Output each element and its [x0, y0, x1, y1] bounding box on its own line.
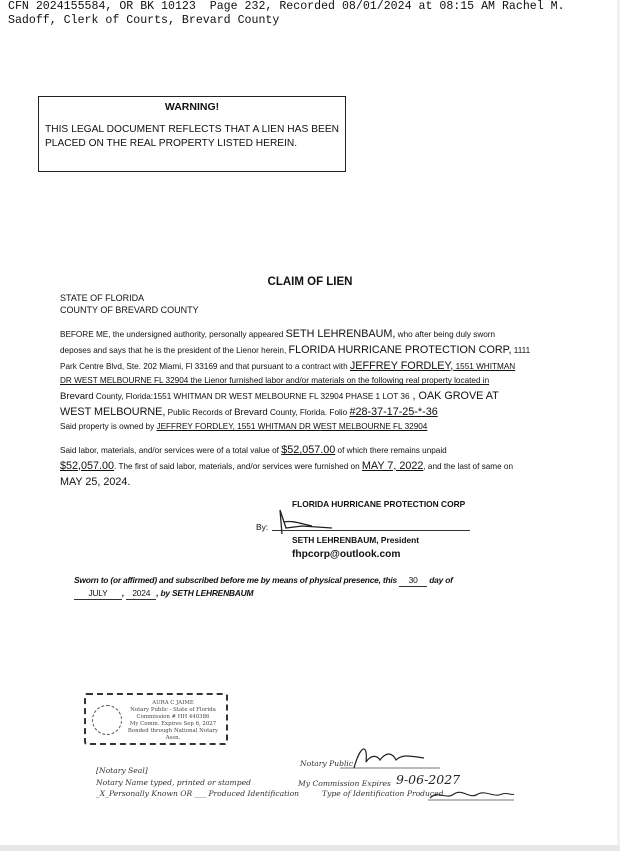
stamp-line: My Comm. Expires Sep 6, 2027: [129, 721, 217, 727]
notary-stamp-text: [120, 700, 226, 742]
id-type-handwritten: [428, 786, 516, 804]
warning-box: [38, 96, 346, 172]
property-description: 1551 WHITMAN DR WEST MELBOURNE FL 32904 PHASE 1 LOT 36: [153, 392, 410, 402]
notary-seal-label: [Notary Seal]: [96, 766, 148, 775]
signature-corp-name: FLORIDA HURRICANE PROTECTION CORP: [292, 499, 466, 509]
text: deposes and says that he is the president of the Lienor herein,: [60, 345, 289, 355]
notary-stamp: [84, 693, 228, 745]
document-title: CLAIM OF LIEN: [267, 276, 353, 288]
p1-line7: [60, 421, 566, 433]
jurat-year: 2024: [126, 587, 156, 600]
signer-name-title: SETH LEHRENBAUM, President: [292, 535, 420, 545]
unpaid-amount: $52,057.00: [60, 459, 115, 472]
notary-signature: [340, 738, 440, 774]
jurat-day: 30: [399, 574, 427, 587]
warning-title: WARNING!: [164, 101, 220, 113]
recording-header-line2: Sadoff, Clerk of Courts, Brevard County: [8, 14, 280, 27]
by-label: By:: [256, 522, 269, 532]
id-known-line: _X_Personally Known OR ___ Produced Identification: [96, 789, 300, 798]
p1-line1: [60, 327, 566, 343]
id-type-label: Type of Identification Produced: [322, 789, 444, 798]
subdivision: , OAK GROVE AT: [409, 390, 499, 403]
signature-line: [272, 530, 470, 531]
text: day of: [427, 575, 453, 585]
p1-line2: [60, 343, 566, 359]
folio-number: #28-37-17-25-*-36: [349, 405, 438, 418]
p2-line3: [60, 475, 566, 491]
p1-line5: [60, 389, 566, 405]
text: the Lienor furnished labor and/or materials on the following real property located in: [188, 376, 490, 386]
affidavit-paragraph: [60, 327, 566, 433]
text: , by SETH LEHRENBAUM: [156, 588, 254, 598]
text: Said property is owned by: [60, 421, 157, 431]
county-name: Brevard: [234, 406, 268, 418]
county-name: Brevard: [60, 391, 94, 403]
notary-seal-emblem: [92, 705, 122, 735]
recording-header-line1: CFN 2024155584, OR BK 10123 Page 232, Recorded 08/01/2024 at 08:15 AM Rachel M.: [8, 0, 565, 13]
text: Public Records of: [165, 407, 235, 417]
text: Park Centre Blvd, Ste. 202 Miami, Fl 33169 and that pursuant to a contract with: [60, 361, 350, 371]
notary-name-label: Notary Name typed, printed or stamped: [96, 778, 251, 787]
first-furnished-date: MAY 7, 2022: [361, 459, 424, 472]
amount-paragraph: [60, 443, 566, 490]
owner-address-2: DR WEST MELBOURNE FL 32904: [60, 376, 189, 386]
signer-email: fhpcorp@outlook.com: [292, 549, 401, 560]
venue-block: [60, 292, 199, 316]
state-line: STATE OF FLORIDA: [60, 293, 145, 303]
stamp-line: Notary Public - State of Florida: [130, 707, 216, 713]
stamp-line: Commission # HH 440386: [136, 714, 210, 720]
text: who after being duly sworn: [395, 330, 496, 339]
text: , and the last of same on: [423, 461, 514, 471]
stamp-line: Bonded through National Notary Assn.: [127, 728, 219, 741]
text: Sworn to (or affirmed) and subscribed before me by means of physical presence, this: [74, 575, 400, 585]
lienor-signature: [272, 506, 342, 538]
p1-line6: [60, 405, 566, 421]
p2-line1: [60, 443, 566, 459]
owner-of-record: JEFFREY FORDLEY, 1551 WHITMAN DR WEST MELBOURNE FL 32904: [156, 421, 428, 431]
jurat: Sworn to (or affirmed) and subscribed before me by means of physical presence, this 30 day of JULY , 2024 , by SETH LEHRENBAUM: [74, 575, 453, 598]
p2-line2: [60, 459, 566, 475]
owner-name: JEFFREY FORDLEY,: [349, 359, 454, 372]
p1-line3: [60, 359, 566, 375]
lienor-name: FLORIDA HURRICANE PROTECTION CORP,: [288, 343, 512, 356]
text: Said labor, materials, and/or services were of a total value of: [60, 446, 282, 455]
owner-address: 1551 WHITMAN: [453, 361, 516, 371]
jurat-month: JULY: [74, 587, 122, 600]
county-line: COUNTY OF BREVARD COUNTY: [60, 305, 199, 315]
p1-line4: [60, 374, 566, 389]
last-furnished-date: MAY 25, 2024.: [60, 475, 131, 488]
text: County, Florida:: [93, 392, 154, 402]
commission-expiry-handwritten: 9-06-2027: [396, 772, 461, 787]
city-name: WEST MELBOURNE,: [60, 405, 166, 418]
text: BEFORE ME, the undersigned authority, personally appeared: [60, 330, 286, 339]
stamp-line: AURA C JAIME: [152, 700, 194, 706]
scan-bottom-strip: [0, 845, 620, 851]
commission-expires-label: My Commission Expires: [298, 779, 391, 788]
text: 1111: [511, 345, 531, 355]
text: County, Florida. Folio: [267, 407, 350, 417]
recording-header: [8, 0, 620, 28]
text: of which there remains unpaid: [335, 446, 447, 455]
text: . The first of said labor, materials, and/or services were furnished on: [114, 461, 362, 471]
warning-body: THIS LEGAL DOCUMENT REFLECTS THAT A LIEN HAS BEEN PLACED ON THE REAL PROPERTY LISTED HEREIN.: [45, 124, 339, 149]
total-value: $52,057.00: [281, 444, 336, 456]
notary-public-label: Notary Public: [300, 759, 354, 768]
affiant-name: SETH LEHRENBAUM,: [285, 328, 396, 340]
